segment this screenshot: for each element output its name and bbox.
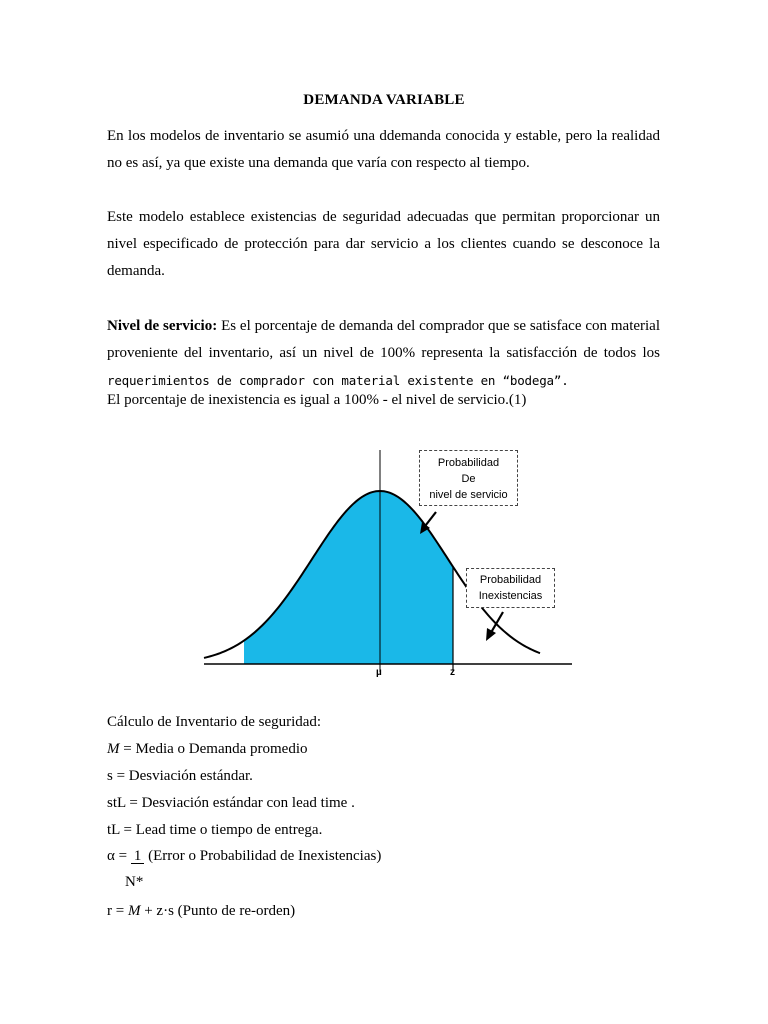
callout-stockout-line2: Inexistencias <box>478 590 543 602</box>
service-level-continuation: requerimientos de comprador con material existente en “bodega”. <box>107 373 569 388</box>
service-level-area <box>244 491 453 664</box>
callout-stockout <box>466 568 555 608</box>
def-std: s = Desviación estándar. <box>107 768 253 784</box>
callout-service-level-line2: De <box>461 473 476 485</box>
def-reorder-point <box>107 903 295 920</box>
alpha-numerator: 1 <box>131 849 145 864</box>
callout-service-level-line1: Probabilidad <box>437 457 500 469</box>
def-std-leadtime: stL = Desviación estándar con lead time . <box>107 795 355 811</box>
paragraph-intro <box>107 123 660 177</box>
def-mean <box>107 741 308 758</box>
def-leadtime: tL = Lead time o tiempo de entrega. <box>107 822 323 838</box>
paragraph-intro-text: En los modelos de inventario se asumió una ddemanda conocida y estable, pero la realidad no es así, ya que existe una demanda que varía con respecto al tiempo. <box>107 128 660 171</box>
mu-label: µ <box>376 667 382 678</box>
mean-definition: = Media o Demanda promedio <box>119 741 308 757</box>
callout-stockout-line1: Probabilidad <box>479 574 542 586</box>
alpha-description: (Error o Probabilidad de Inexistencias) <box>144 848 382 864</box>
def-alpha <box>107 848 381 865</box>
calc-heading: Cálculo de Inventario de seguridad: <box>107 714 322 730</box>
alpha-lhs: α = <box>107 848 131 864</box>
reorder-lhs: r = <box>107 903 128 919</box>
paragraph-stockout: El porcentaje de inexistencia es igual a 100% - el nivel de servicio.(1) <box>107 392 527 408</box>
paragraph-model <box>107 204 660 285</box>
paragraph-service-level <box>107 313 660 395</box>
reorder-rest: + z·s (Punto de re-orden) <box>140 903 296 919</box>
normal-distribution-figure <box>200 440 576 680</box>
service-level-term: Nivel de servicio: <box>107 318 218 334</box>
page-title: DEMANDA VARIABLE <box>303 92 465 108</box>
callout-service-level <box>419 450 518 506</box>
mean-symbol: M <box>107 741 120 757</box>
paragraph-model-text: Este modelo establece existencias de seguridad adecuadas que permitan proporcionar un nivel especificado de protección para dar servicio a los clientes cuando se desconoce la demanda. <box>107 209 660 279</box>
z-label: z <box>450 667 455 678</box>
service-level-definition: Es el porcentaje de demanda del comprador que se satisface con material proveniente del inventario, así un nivel de 100% representa la satisfacción de todos los <box>107 318 661 361</box>
reorder-mean-symbol: M <box>127 903 141 919</box>
callout-service-level-line3: nivel de servicio <box>429 489 508 501</box>
alpha-denominator: N* <box>125 874 144 890</box>
